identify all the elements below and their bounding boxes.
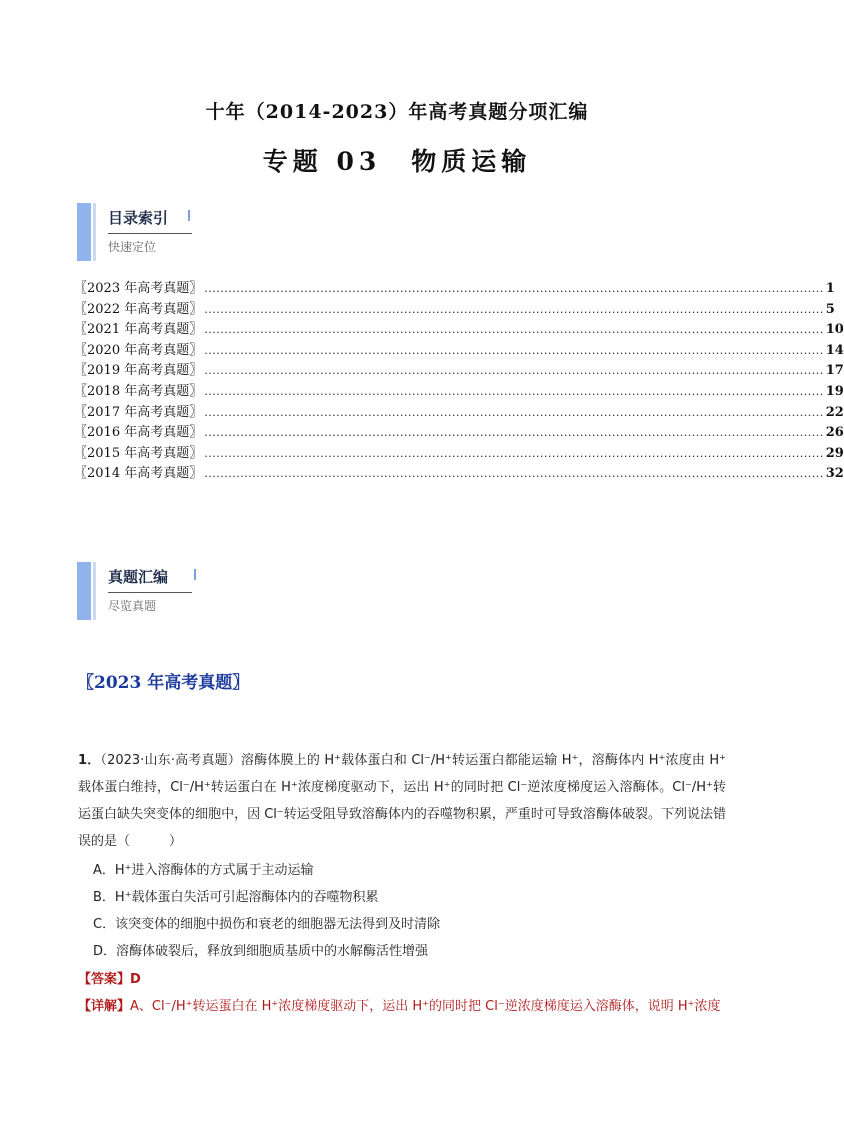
- question-stem: [78, 747, 726, 855]
- toc-item[interactable]: [74, 401, 844, 422]
- toc-leader-dots: ...........................................................................................................................................................: [204, 446, 824, 460]
- toc-item-page: 22: [825, 404, 844, 420]
- toc-item-label: 〖2022 年高考真题〗: [74, 301, 203, 317]
- toc-item-label: 〖2016 年高考真题〗: [74, 425, 203, 441]
- toc-item-page: 1: [825, 281, 835, 296]
- toc-item[interactable]: [74, 442, 844, 463]
- toc-item-page: 5: [825, 301, 835, 317]
- document-subtitle: 专题 03 物质运输: [262, 147, 532, 176]
- toc-item-label: 〖2015 年高考真题〗: [74, 445, 203, 461]
- toc-item-page: 17: [825, 363, 844, 379]
- toc-leader-dots: ...........................................................................................................................................................: [204, 323, 824, 337]
- toc-item-label: 〖2019 年高考真题〗: [74, 363, 203, 379]
- toc-item[interactable]: [74, 339, 844, 360]
- section-accent-bar-light: [93, 203, 96, 261]
- detail-text: A、Cl⁻/H⁺转运蛋白在 H⁺浓度梯度驱动下，运出 H⁺的同时把 Cl⁻逆浓度梯度运入溶酶体，说明 H⁺浓度: [130, 999, 721, 1014]
- toc-item-page: 10: [825, 322, 844, 338]
- section-underline: [108, 592, 192, 593]
- option-b: B．H⁺载体蛋白失活可引起溶酶体内的吞噬物积累: [93, 890, 379, 905]
- document-title: 十年（2014-2023）年高考真题分项汇编: [205, 101, 589, 123]
- toc-item[interactable]: [74, 277, 835, 298]
- toc-leader-dots: ...........................................................................................................................................................: [204, 426, 824, 440]
- toc-leader-dots: ...........................................................................................................................................................: [204, 405, 824, 419]
- toc-item[interactable]: [74, 462, 844, 483]
- toc-item-page: 14: [825, 342, 844, 358]
- section-accent-bar: [77, 203, 91, 261]
- questions-section-subtitle: 尽览真题: [108, 599, 157, 613]
- option-c: C．该突变体的细胞中损伤和衰老的细胞器无法得到及时清除: [93, 917, 441, 932]
- question-number: 1．: [78, 753, 101, 768]
- section-tick-mark: [188, 210, 190, 221]
- toc-item-label: 〖2017 年高考真题〗: [74, 404, 203, 420]
- toc-leader-dots: ...........................................................................................................................................................: [204, 364, 824, 378]
- toc-item-page: 19: [825, 383, 844, 399]
- toc-item[interactable]: [74, 421, 844, 442]
- answer-label: 【答案】: [78, 972, 131, 987]
- answer-value: D: [130, 972, 141, 987]
- section-accent-bar: [77, 562, 91, 620]
- detail-line: [78, 993, 726, 1020]
- toc-item-label: 〖2014 年高考真题〗: [74, 466, 203, 482]
- toc-leader-dots: ...........................................................................................................................................................: [204, 384, 824, 398]
- detail-label: 【详解】: [78, 999, 131, 1014]
- toc-leader-dots: ...........................................................................................................................................................: [204, 467, 824, 481]
- index-section-header: [77, 203, 277, 261]
- toc-item-label: 〖2020 年高考真题〗: [74, 342, 203, 358]
- toc-item[interactable]: [74, 298, 835, 319]
- toc-item[interactable]: [74, 318, 844, 339]
- toc-item[interactable]: [74, 359, 844, 380]
- section-tick-mark: [194, 569, 196, 580]
- toc-item-page: 29: [825, 445, 844, 461]
- answer-line: [78, 966, 141, 993]
- toc-leader-dots: ...........................................................................................................................................................: [204, 343, 824, 357]
- toc-leader-dots: ...........................................................................................................................................................: [204, 282, 824, 295]
- question-text: （2023·山东·高考真题）溶酶体膜上的 H⁺载体蛋白和 Cl⁻/H⁺转运蛋白都能运输 H⁺，溶酶体内 H⁺浓度由 H⁺载体蛋白维持，Cl⁻/H⁺转运蛋白在 H⁺浓度梯度驱动下，运出 H⁺的同时把 Cl⁻逆浓度梯度运入溶酶体。Cl⁻/H⁺转运蛋白缺失突变体的细胞中，因 Cl⁻转运受阻导致溶酶体内的吞噬物积累，严重时可导致溶酶体破裂。下列说法错误的是（ ）: [78, 753, 726, 849]
- toc-item-label: 〖2023 年高考真题〗: [74, 281, 203, 296]
- toc-item-page: 26: [825, 425, 844, 441]
- toc-item-page: 32: [825, 466, 844, 482]
- toc-item[interactable]: [74, 380, 844, 401]
- questions-section-title: 真题汇编: [108, 568, 169, 586]
- year-heading: 〖2023 年高考真题〗: [77, 673, 250, 693]
- toc-leader-dots: ...........................................................................................................................................................: [204, 302, 824, 316]
- index-section-subtitle: 快速定位: [108, 240, 157, 254]
- toc-item-label: 〖2021 年高考真题〗: [74, 322, 203, 338]
- questions-section-header: [77, 562, 277, 620]
- index-section-title: 目录索引: [108, 209, 169, 227]
- section-accent-bar-light: [93, 562, 96, 620]
- table-of-contents: [74, 277, 844, 483]
- section-underline: [108, 233, 192, 234]
- option-a: A．H⁺进入溶酶体的方式属于主动运输: [93, 863, 314, 878]
- toc-item-label: 〖2018 年高考真题〗: [74, 383, 203, 399]
- option-d: D．溶酶体破裂后，释放到细胞质基质中的水解酶活性增强: [93, 944, 429, 959]
- question-options: [93, 857, 713, 965]
